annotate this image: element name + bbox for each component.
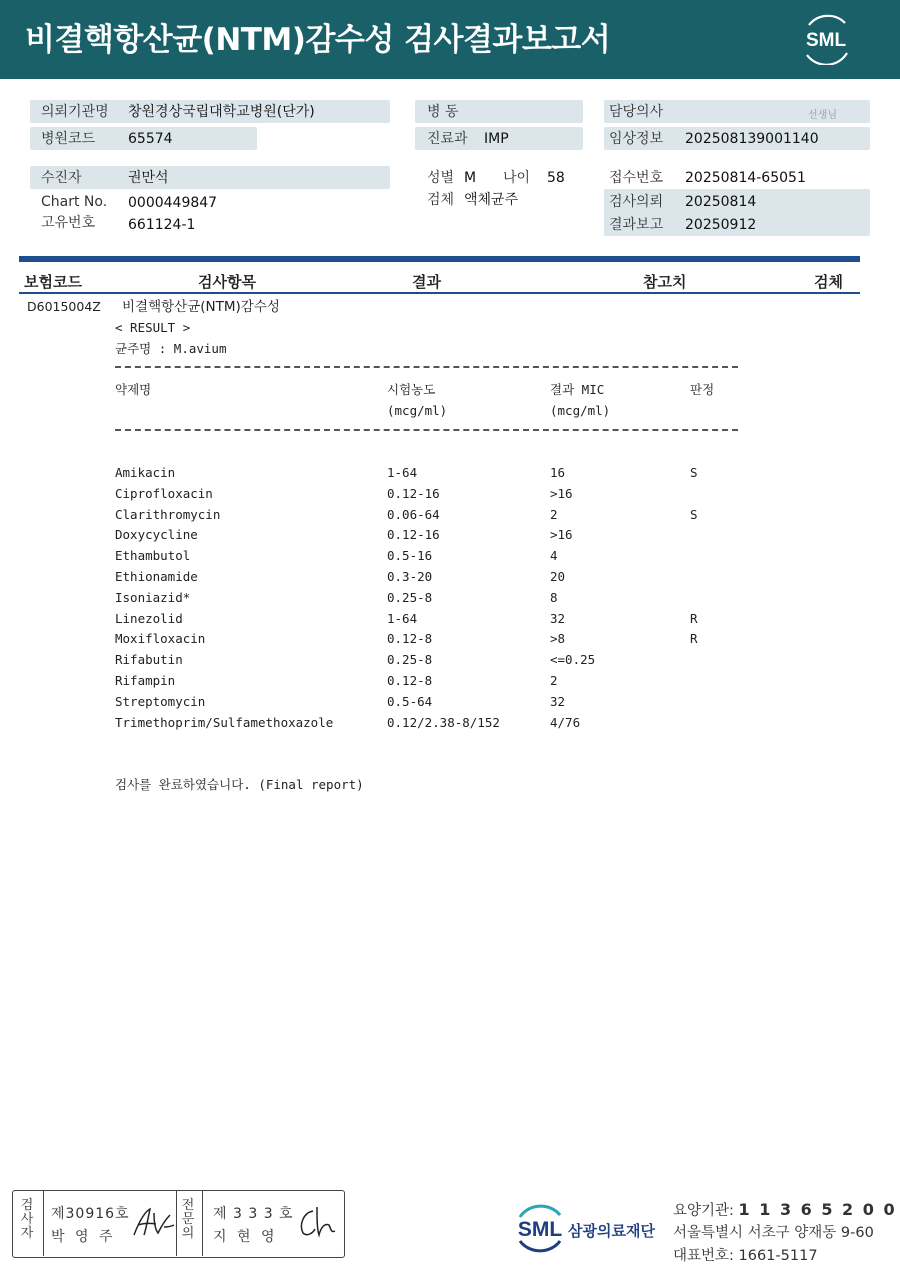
drug-interp-cell: R: [690, 610, 698, 626]
drug-drug-cell: Clarithromycin: [115, 506, 221, 522]
column-code: 보험코드: [24, 273, 82, 291]
clinical-label: 임상정보: [609, 131, 664, 147]
specialist-signature: [293, 1203, 339, 1241]
patient-row: [30, 166, 390, 189]
mic-unit: (mcg/ml): [550, 403, 611, 418]
unique-value: 661124-1: [128, 217, 196, 233]
drug-mic-cell: >16: [550, 485, 573, 501]
sml-footer-logo-icon: [510, 1203, 570, 1253]
drug-interp-cell: R: [690, 631, 698, 647]
drug-drug-cell: Rifampin: [115, 673, 176, 688]
drug-range-cell: 1-64: [387, 610, 418, 626]
drug-range-cell: 0.5-16: [387, 548, 433, 564]
sig-divider-1: [43, 1191, 44, 1256]
hospital-code-label: 병원코드: [41, 131, 96, 147]
range-header: 시험농도: [387, 382, 436, 397]
drug-mic-cell: 20: [550, 569, 566, 584]
clinical-value: 20250813900114​0: [685, 131, 819, 147]
organism: 균주명 : M.avium: [115, 341, 227, 356]
drug-mic-cell: >8: [550, 631, 566, 647]
ward-label: 병 동: [427, 104, 459, 120]
sex-label: 성별: [427, 170, 455, 186]
drug-range-cell: 0.5-64: [387, 693, 433, 709]
drug-mic-cell: 2: [550, 673, 558, 688]
drug-range-cell: 0.12-16: [387, 485, 440, 501]
drug-interp-cell: S: [690, 465, 698, 480]
drug-range-cell: 0.12/2.38-8/152: [387, 714, 500, 730]
drug-mic-cell: 4/76: [550, 714, 581, 730]
address: 서울특별시 서초구 양재동 9-60: [673, 1225, 874, 1241]
report-value: 20250912: [685, 217, 757, 233]
drug-range-cell: 0.06-64: [387, 506, 440, 522]
examiner-name: 박 영 주: [51, 1229, 116, 1245]
drug-drug-cell: Amikacin: [115, 465, 176, 480]
sex-value: M: [464, 170, 477, 186]
examiner-license: 제30916호: [51, 1206, 130, 1222]
report-header: [0, 0, 900, 79]
request-label: 검사의뢰: [609, 194, 664, 210]
sig-divider-2: [176, 1191, 177, 1256]
drug-range-cell: 1-64: [387, 465, 418, 480]
patient-label: 수진자: [41, 170, 82, 186]
patient-value: 권만석: [128, 170, 169, 186]
drug-drug-cell: Isoniazid*: [115, 589, 191, 605]
test-name: 비결핵항산균(NTM)감수성: [122, 299, 280, 315]
drug-drug-cell: Streptomycin: [115, 693, 206, 709]
specimen-label: 검체: [427, 192, 455, 208]
sml-logo-icon: [797, 13, 855, 65]
drug-drug-cell: Trimethoprim/Sulfamethoxazole: [115, 714, 334, 730]
drug-mic-cell: 8: [550, 589, 558, 605]
chart-label: Chart No.: [41, 194, 108, 210]
drug-drug-cell: Ethambutol: [115, 548, 191, 564]
drug-mic-cell: 32: [550, 693, 566, 709]
drug-mic-cell: 4: [550, 548, 558, 564]
unique-label: 고유번호: [41, 215, 96, 231]
examiner-label: 검 사 자: [20, 1198, 34, 1241]
chart-value: 0000449847: [128, 195, 218, 211]
age-value: 58: [547, 170, 565, 186]
drug-mic-cell: 16: [550, 465, 566, 480]
drug-interp-cell: S: [690, 506, 698, 522]
drug-range-cell: 0.25-8: [387, 589, 433, 605]
receipt-label: 접수번호: [609, 170, 664, 186]
drug-drug-cell: Ethionamide: [115, 569, 198, 584]
department-value: IMP: [484, 131, 509, 147]
specialist-name: 지 현 영: [213, 1229, 278, 1245]
sig-divider-3: [202, 1191, 203, 1256]
hospital-code-value: 65574: [128, 131, 173, 147]
phone: 대표번호: 1661-5117: [673, 1248, 818, 1264]
drug-range-cell: 0.3-20: [387, 569, 433, 584]
drug-drug-cell: Rifabutin: [115, 652, 183, 668]
examiner-signature: [128, 1205, 178, 1241]
mic-header: 결과 MIC: [550, 382, 605, 397]
dash-divider-bottom: [115, 429, 738, 431]
drug-drug-cell: Ciprofloxacin: [115, 485, 213, 501]
interp-header: 판정: [690, 382, 715, 397]
specimen-value: 액체균주: [464, 192, 519, 208]
doctor-suffix: 선생님: [808, 110, 837, 121]
organization-name: 삼광의료재단: [568, 1222, 655, 1240]
request-value: 20250814: [685, 194, 757, 210]
signature-box: [12, 1190, 345, 1258]
institution-label: 의뢰기관명: [41, 104, 109, 120]
dash-divider-top: [115, 366, 738, 368]
result-header: < RESULT >: [115, 320, 191, 335]
svg-text:SML: SML: [517, 1218, 563, 1241]
drug-range-cell: 0.25-8: [387, 652, 433, 668]
column-item: 검사항목: [198, 273, 256, 291]
care-code: 요양기관: 1 1 3 6 5 2 0 0: [673, 1200, 897, 1219]
drug-header: 약제명: [115, 382, 152, 397]
column-reference: 참고치: [643, 273, 687, 291]
insurance-code: D6015004Z: [27, 299, 101, 314]
drug-mic-cell: <=0.25: [550, 652, 596, 668]
receipt-value: 20250814-65051: [685, 170, 806, 186]
doctor-label: 담당의사: [609, 104, 664, 120]
drug-mic-cell: >16: [550, 527, 573, 543]
age-label: 나이: [503, 170, 531, 186]
report-title: 비결핵항산균(NTM)감수성 검사결과보고서: [25, 22, 611, 58]
svg-text:SML: SML: [805, 30, 847, 51]
drug-drug-cell: Linezolid: [115, 610, 183, 626]
final-note: 검사를 완료하였습니다. (Final report): [115, 777, 364, 792]
drug-range-cell: 0.12-8: [387, 631, 433, 647]
drug-drug-cell: Moxifloxacin: [115, 631, 206, 647]
department-label: 진료과: [427, 131, 468, 147]
report-label: 결과보고: [609, 217, 664, 233]
column-specimen: 검체: [814, 273, 843, 291]
specialist-license: 제 3 3 3 호: [213, 1206, 294, 1222]
range-unit: (mcg/ml): [387, 403, 448, 418]
drug-range-cell: 0.12-16: [387, 527, 440, 543]
section-divider: [19, 256, 860, 262]
drug-mic-cell: 2: [550, 506, 558, 522]
drug-range-cell: 0.12-8: [387, 673, 433, 688]
specialist-label: 전 문 의: [181, 1198, 195, 1241]
drug-drug-cell: Doxycycline: [115, 527, 198, 543]
column-rule: [19, 292, 860, 294]
column-result: 결과: [412, 273, 441, 291]
institution-value: 창원경상국립대학교병원(단가): [128, 104, 315, 120]
drug-mic-cell: 32: [550, 610, 566, 626]
